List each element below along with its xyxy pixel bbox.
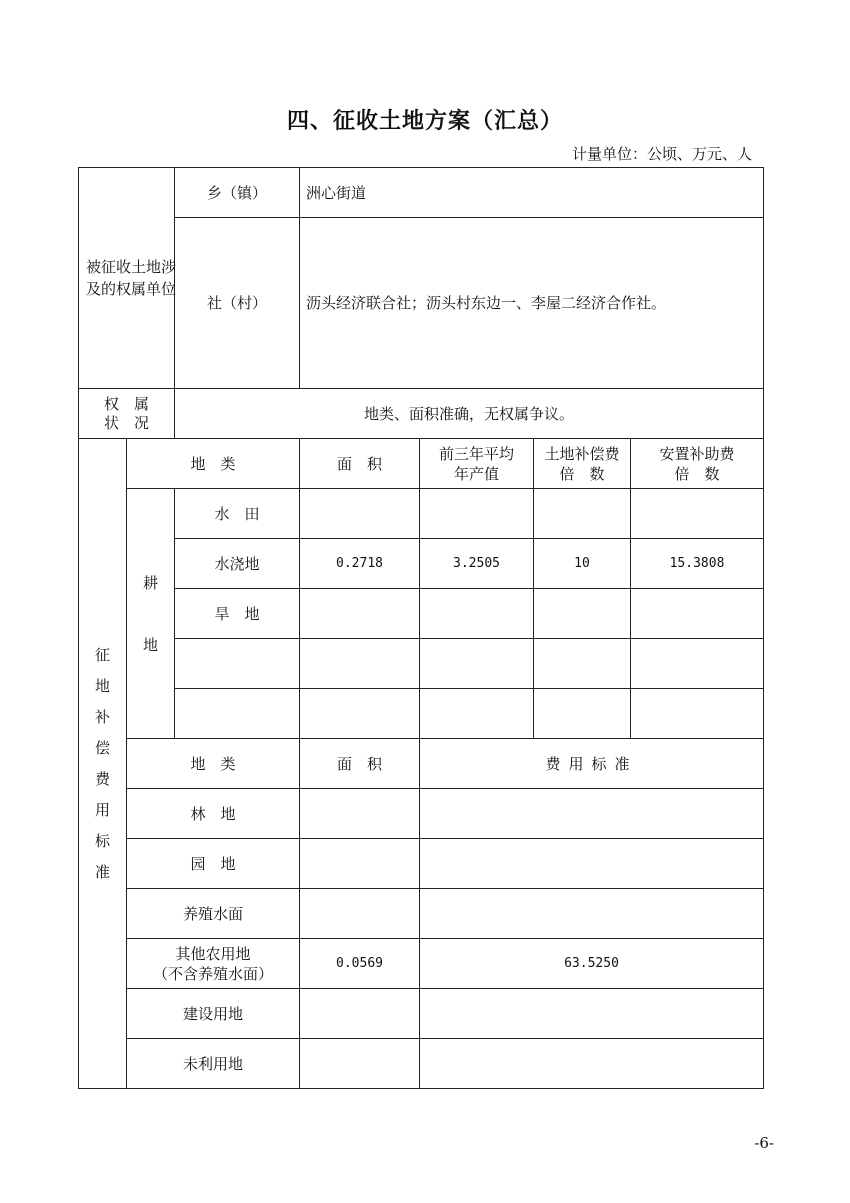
farm-row (79, 539, 764, 589)
other-land-area (300, 789, 420, 839)
farmland-label: 耕地 (127, 489, 175, 739)
village-label: 社（村） (175, 218, 300, 389)
farm-avg-output (420, 689, 534, 739)
farm-area (300, 639, 420, 689)
other-land-row (79, 839, 764, 889)
farmland-header-row (79, 439, 764, 489)
other-land-area (300, 889, 420, 939)
farm-name: 水 田 (175, 489, 300, 539)
header-resettle-multiple: 安置补助费 倍 数 (631, 439, 764, 489)
farm-land-multiple: 10 (534, 539, 631, 589)
header-land-type: 地 类 (127, 439, 300, 489)
farm-land-multiple (534, 489, 631, 539)
farm-resettle-multiple (631, 639, 764, 689)
village-value: 沥头经济联合社；沥头村东边一、李屋二经济合作社。 (300, 218, 764, 389)
farm-land-multiple (534, 689, 631, 739)
farm-avg-output (420, 589, 534, 639)
farm-row (79, 639, 764, 689)
other-land-standard (420, 1039, 764, 1089)
page-title: 四、征收土地方案（汇总） (286, 109, 563, 134)
other-land-area: 0.0569 (300, 939, 420, 989)
other-land-area (300, 1039, 420, 1089)
town-label: 乡（镇） (175, 168, 300, 218)
farm-name: 水浇地 (175, 539, 300, 589)
header2-land-type: 地 类 (127, 739, 300, 789)
other-land-row (79, 1039, 764, 1089)
other-land-row (79, 789, 764, 839)
farm-area (300, 689, 420, 739)
header2-standard: 费用标准 (420, 739, 764, 789)
page-number: -6- (754, 1134, 774, 1152)
compensation-section-label: 征地补偿费用标准 (79, 439, 127, 1089)
ownership-unit-label: 被征收土地涉及的权属单位 (79, 168, 175, 389)
farm-land-multiple (534, 639, 631, 689)
farm-resettle-multiple (631, 589, 764, 639)
other-land-area (300, 989, 420, 1039)
other-land-row (79, 989, 764, 1039)
village-row (79, 218, 764, 389)
other-land-name: 林 地 (127, 789, 300, 839)
other-land-name: 未利用地 (127, 1039, 300, 1089)
ownership-status-label: 权 属 状 况 (79, 389, 175, 439)
other-land-name: 园 地 (127, 839, 300, 889)
header2-area: 面 积 (300, 739, 420, 789)
town-value: 洲心街道 (300, 168, 764, 218)
other-land-standard (420, 989, 764, 1039)
farm-row (79, 589, 764, 639)
header-avg-output: 前三年平均 年产值 (420, 439, 534, 489)
other-land-standard (420, 839, 764, 889)
farm-resettle-multiple (631, 489, 764, 539)
header-area: 面 积 (300, 439, 420, 489)
other-land-row (79, 889, 764, 939)
other-land-name: 其他农用地 （不含养殖水面） (127, 939, 300, 989)
town-row (79, 168, 764, 218)
farm-resettle-multiple (631, 689, 764, 739)
farm-row (79, 689, 764, 739)
farm-avg-output (420, 639, 534, 689)
other-land-header-row (79, 739, 764, 789)
other-land-area (300, 839, 420, 889)
other-land-row (79, 939, 764, 989)
other-land-name: 建设用地 (127, 989, 300, 1039)
measurement-unit: 计量单位：公顷、万元、人 (571, 145, 752, 163)
land-acquisition-table (78, 167, 764, 1089)
farm-name: 旱 地 (175, 589, 300, 639)
farm-name (175, 689, 300, 739)
other-land-name: 养殖水面 (127, 889, 300, 939)
ownership-status-row (79, 389, 764, 439)
farm-row (79, 489, 764, 539)
farm-area: 0.2718 (300, 539, 420, 589)
farm-land-multiple (534, 589, 631, 639)
farm-resettle-multiple: 15.3808 (631, 539, 764, 589)
other-land-standard: 63.5250 (420, 939, 764, 989)
farm-area (300, 489, 420, 539)
farm-avg-output: 3.2505 (420, 539, 534, 589)
other-land-standard (420, 789, 764, 839)
farm-area (300, 589, 420, 639)
other-land-standard (420, 889, 764, 939)
ownership-status-value: 地类、面积准确，无权属争议。 (175, 389, 764, 439)
header-land-multiple: 土地补偿费 倍 数 (534, 439, 631, 489)
farm-avg-output (420, 489, 534, 539)
farm-name (175, 639, 300, 689)
